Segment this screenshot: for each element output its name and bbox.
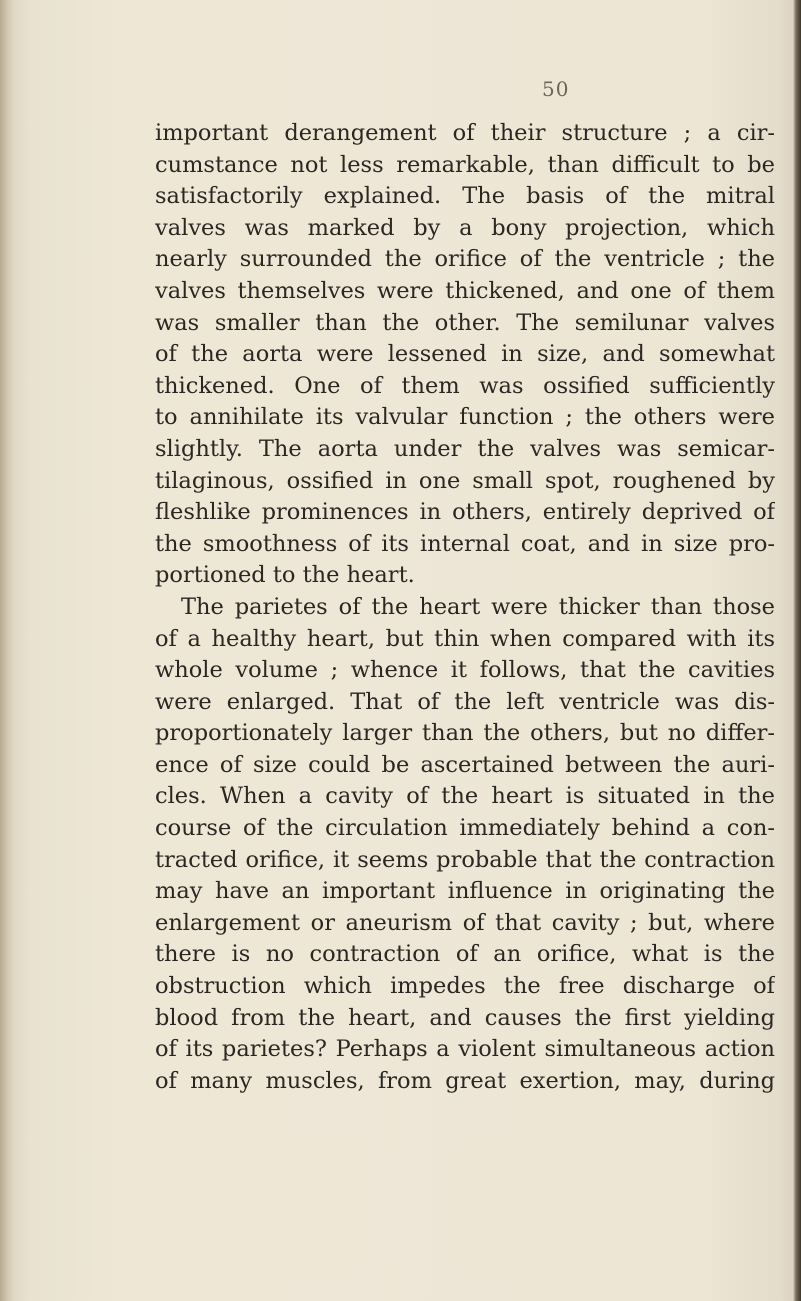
text-line: obstruction which impedes the free discharge of bbox=[155, 973, 775, 1000]
text-line: thickened. One of them was ossified sufficiently bbox=[155, 372, 775, 399]
body-text bbox=[155, 118, 775, 1097]
text-line: tilaginous, ossified in one small spot, roughened by bbox=[155, 467, 775, 494]
text-line: satisfactorily explained. The basis of the mitral bbox=[155, 183, 775, 210]
text-line: ence of size could be ascertained between the auri- bbox=[155, 751, 775, 778]
text-line-paragraph-start: The parietes of the heart were thicker than those bbox=[181, 593, 775, 620]
text-line: cumstance not less remarkable, than difficult to be bbox=[155, 151, 775, 178]
text-line: course of the circulation immediately behind a con- bbox=[155, 815, 775, 842]
text-line: slightly. The aorta under the valves was semicar- bbox=[155, 435, 775, 462]
text-line: of a healthy heart, but thin when compared with its bbox=[155, 625, 775, 652]
text-line: nearly surrounded the orifice of the ventricle ; the bbox=[155, 246, 775, 273]
text-line: enlargement or aneurism of that cavity ; but, where bbox=[155, 909, 775, 936]
text-line: valves themselves were thickened, and one of them bbox=[155, 277, 775, 304]
text-line-paragraph-end: portioned to the heart. bbox=[155, 562, 415, 589]
text-line: may have an important influence in originating the bbox=[155, 878, 775, 905]
text-line: blood from the heart, and causes the first yielding bbox=[155, 1004, 775, 1031]
text-line: of many muscles, from great exertion, may, during bbox=[155, 1067, 775, 1094]
text-line: was smaller than the other. The semilunar valves bbox=[155, 309, 775, 336]
text-line: proportionately larger than the others, but no differ- bbox=[155, 720, 775, 747]
text-line: important derangement of their structure ; a cir- bbox=[155, 120, 775, 146]
text-line: there is no contraction of an orifice, what is the bbox=[155, 941, 775, 968]
page-number: 50 bbox=[542, 77, 570, 101]
text-line: to annihilate its valvular function ; the others were bbox=[155, 404, 775, 431]
text-line: whole volume ; whence it follows, that the cavities bbox=[155, 657, 775, 684]
text-line: of its parietes? Perhaps a violent simultaneous action bbox=[155, 1036, 775, 1063]
text-line: of the aorta were lessened in size, and somewhat bbox=[155, 341, 775, 368]
page-gutter-shadow bbox=[0, 0, 14, 1301]
text-line: the smoothness of its internal coat, and in size pro- bbox=[155, 530, 775, 557]
page-edge-shadow bbox=[793, 0, 801, 1301]
text-line: cles. When a cavity of the heart is situated in the bbox=[155, 783, 775, 810]
text-line: fleshlike prominences in others, entirely deprived of bbox=[155, 499, 775, 526]
text-line: valves was marked by a bony projection, which bbox=[155, 214, 775, 241]
text-line: tracted orifice, it seems probable that the contraction bbox=[155, 846, 775, 873]
text-line: were enlarged. That of the left ventricle was dis- bbox=[155, 688, 775, 715]
